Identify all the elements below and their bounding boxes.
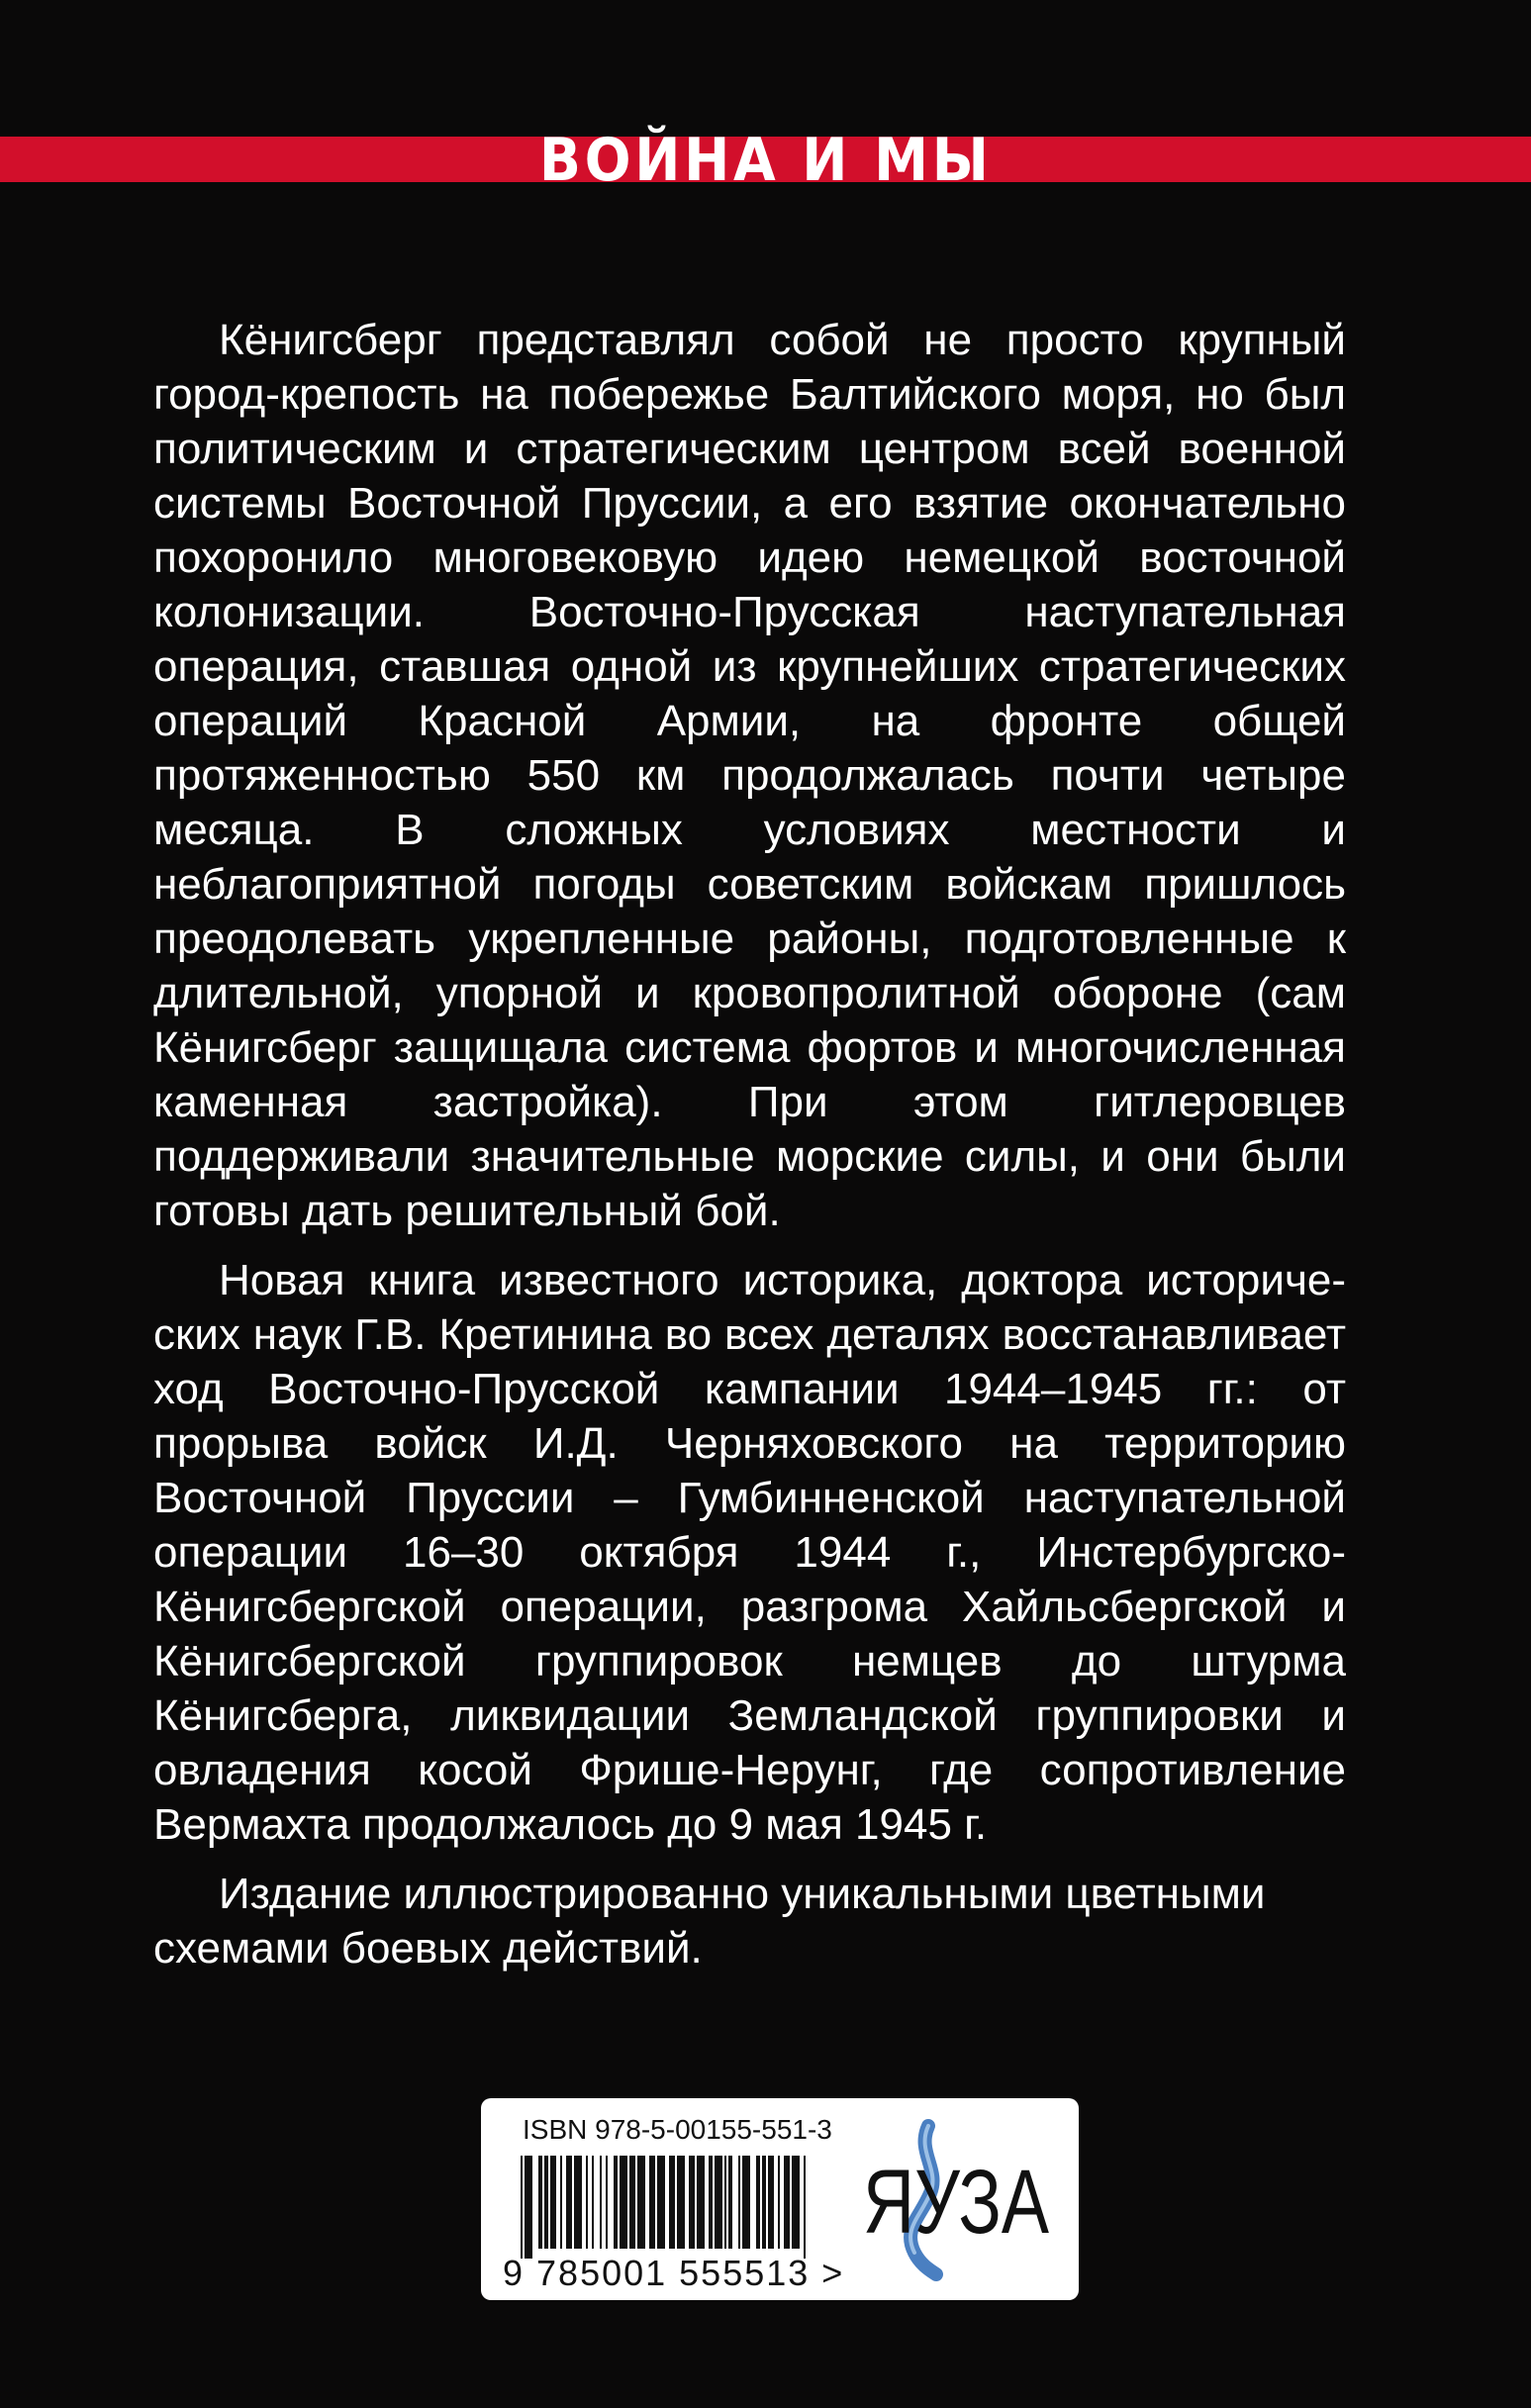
annotation-paragraph-1: Кёнигсберг представлял собой не просто крупный город-крепость на побережье Балтийского моря, но был политическим и стратегическим центром всей военной системы Восточной Пруссии, а его взятие окончательно похоронило многовековую идею немецкой восточной колонизации. Восточно-Прусская наступательная операция, ставшая одной из крупнейших стратегических операций Красной Армии, на фронте общей протяженностью 550 км продолжалась почти четыре месяца. В сложных условиях местности и неблагоприятной погоды советским войскам пришлось преодолевать укрепленные районы, подготовленные к длительной, упорной и кровопролитной обороне (сам Кёнигсберг защищала система фортов и многочисленная каменная застройка). При этом гитлеровцев поддерживали значительные морские силы, и они были готовы дать решительный бой. — [153, 316, 1346, 1235]
barcode-bar — [544, 2156, 548, 2249]
barcode-bar — [574, 2156, 582, 2249]
barcode-bar — [586, 2156, 588, 2249]
barcode-bar — [521, 2156, 523, 2259]
isbn-number: ISBN 978-5-00155-551-3 — [523, 2114, 832, 2145]
barcode-icon — [521, 2156, 808, 2259]
barcode-bar — [689, 2156, 695, 2249]
series-title — [0, 126, 1531, 195]
barcode-bar — [709, 2156, 713, 2249]
barcode-bar — [525, 2156, 532, 2259]
barcode-bar — [804, 2156, 806, 2259]
barcode-bar — [724, 2156, 726, 2249]
publisher-logo-text: ЯУЗА — [863, 2152, 1050, 2253]
series-title-text: ВОЙНА И МЫ — [538, 126, 993, 195]
barcode-bar — [742, 2156, 750, 2249]
barcode-bar — [600, 2156, 602, 2249]
barcode-bar — [538, 2156, 542, 2249]
barcode-bar — [657, 2156, 665, 2249]
barcode-bar — [756, 2156, 760, 2249]
barcode-bar — [606, 2156, 608, 2249]
barcode-bar — [629, 2156, 635, 2249]
barcode-bar — [715, 2156, 722, 2249]
annotation-paragraph-2: Новая книга известного историка, доктора исторических наук Г.В. Кретинина во всех деталях восстанавливает ход Восточно-Прусской кампании 1944–1945 гг.: от прорыва войск И.Д. Черняховского на территорию Восточной Пруссии – Гумбинненской наступательной операции 16–30 октября 1944 г., Инстербургско-Кёнигсбергской операции, разгрома Хайльсбергской и Кёнигсбергской группировок немцев до штурма Кёнигсберга, ликвидации Земландской группировки и овладения косой Фрише-Нерунг, где сопротивление Вермахта продолжалось до 9 мая 1945 г. — [153, 1256, 1346, 1849]
barcode-bar — [669, 2156, 675, 2249]
barcode-bar — [649, 2156, 655, 2249]
yauza-river-logo — [857, 2122, 1055, 2276]
barcode-bar — [697, 2156, 705, 2249]
barcode-bar — [778, 2156, 780, 2249]
annotation-text — [153, 313, 1346, 1990]
barcode-label — [481, 2098, 1079, 2300]
barcode-digits: 9 785001 555513 > — [503, 2253, 845, 2293]
barcode-bar — [566, 2156, 572, 2249]
barcode-bar — [762, 2156, 766, 2249]
barcode-bar — [792, 2156, 800, 2249]
barcode-bar — [738, 2156, 740, 2249]
annotation-paragraph-3: Издание иллюстрированно уникальными цветными схемами боевых действий. — [153, 1870, 1266, 1973]
barcode-bar — [637, 2156, 645, 2249]
barcode-bar — [592, 2156, 594, 2249]
barcode-bar — [784, 2156, 790, 2249]
barcode-bar — [768, 2156, 774, 2249]
barcode-bar — [677, 2156, 685, 2249]
barcode-bar — [550, 2156, 556, 2249]
barcode-bar — [560, 2156, 562, 2249]
barcode-bar — [728, 2156, 732, 2249]
barcode-bar — [620, 2156, 627, 2249]
barcode-bar — [614, 2156, 618, 2249]
